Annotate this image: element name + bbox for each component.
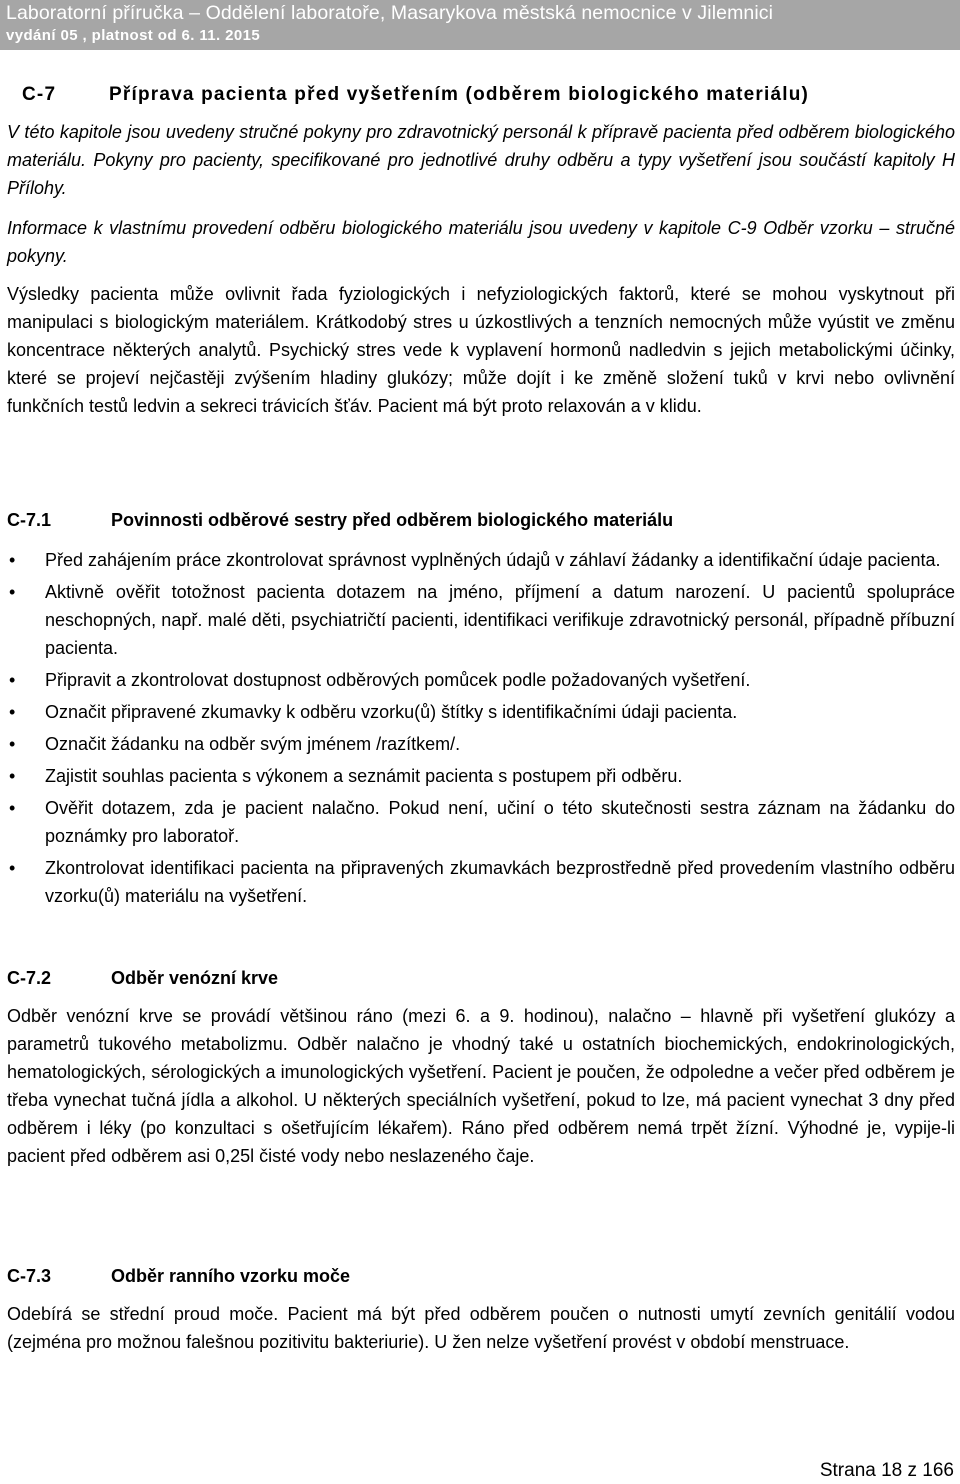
list-item-text: Zkontrolovat identifikaci pacienta na připravených zkumavkách bezprostředně před provedením vlastního odběru vzorku(ů) materiálu na vyšetření. [45,858,955,906]
bullet-icon: • [9,766,16,786]
section-c72-paragraph: Odběr venózní krve se provádí většinou ráno (mezi 6. a 9. hodinou), nalačno – hlavně při vyšetření glukózy a parametrů tukového metabolizmu. Odběr nalačno je vhodný také u ostatních biochemických, endokrinologických, hematologických, sérologických a imunologických vyšetření. Pacient je poučen, že odpoledne a večer před odběrem je třeba vynechat tučná jídla a alkohol. U některých speciálních vyšetření, pokud to lze, má pacient vynechat 3 dny před odběrem i léky (po konzultaci s ošetřujícím lékařem). Ráno před odběrem nemá trpět žízní. Výhodné je, vypije-li pacient před odběrem asi 0,25l čisté vody nebo neslazeného čaje. [7,1006,955,1166]
bullet-icon: • [9,550,16,570]
section-number: C-7.1 [7,510,52,530]
list-item-text: Ověřit dotazem, zda je pacient nalačno. Pokud není, učiní o této skutečnosti sestra záznam na žádanku do poznámky pro laboratoř. [45,798,955,846]
list-item-text: Připravit a zkontrolovat dostupnost odběrových pomůcek podle požadovaných vyšetření. [45,670,751,690]
section-title: Povinnosti odběrové sestry před odběrem biologického materiálu [111,510,674,530]
list-item-text: Zajistit souhlas pacienta s výkonem a seznámit pacienta s postupem při odběru. [45,766,683,786]
intro-paragraph-2: Informace k vlastnímu provedení odběru biologického materiálu jsou uvedeny v kapitole C-9 Odběr vzorku – stručné pokyny. [7,218,955,266]
bullet-icon: • [9,734,16,754]
duties-list [7,546,955,914]
bullet-icon: • [9,702,16,722]
list-item [7,794,955,850]
list-item [7,578,955,662]
header-title: Laboratorní příručka – Oddělení laboratoře, Masarykova městská nemocnice v Jilemnici [6,2,774,24]
bullet-icon: • [9,582,16,602]
document-header [0,0,960,50]
section-title: Odběr ranního vzorku moče [111,1266,351,1286]
intro-paragraph-1: V této kapitole jsou uvedeny stručné pokyny pro zdravotnický personál k přípravě pacienta před odběrem biologického materiálu. Pokyny pro pacienty, specifikované pro jednotlivé druhy odběru a typy vyšetření jsou součástí kapitoly H Přílohy. [7,122,955,198]
header-edition: vydání 05 , platnost od 6. 11. 2015 [6,27,261,44]
bullet-icon: • [9,670,16,690]
intro-paragraph-3: Výsledky pacienta může ovlivnit řada fyziologických i nefyziologických faktorů, které se mohou vyskytnout při manipulaci s biologickým materiálem. Krátkodobý stres u úzkostlivých a tenzních nemocných může vyústit ve změnu koncentrace některých analytů. Psychický stres vede k vyplavení hormonů nadledvin s jejich metabolickými účinky, které se projeví nejčastěji zvýšením hladiny glukózy; může dojít i ke změně složení tuků v krvi nebo ovlivnění funkčních testů ledvin a sekreci trávicích šťáv. Pacient má být proto relaxován a v klidu. [7,284,955,416]
list-item [7,730,955,758]
chapter-number: C-7 [22,84,57,105]
list-item-text: Před zahájením práce zkontrolovat správnost vyplněných údajů v záhlaví žádanky a identifikační údaje pacienta. [45,550,941,570]
page-number: Strana 18 z 166 [819,1460,954,1481]
list-item [7,546,955,574]
list-item-text: Označit připravené zkumavky k odběru vzorku(ů) štítky s identifikačními údaji pacienta. [45,702,738,722]
list-item-text: Označit žádanku na odběr svým jménem /razítkem/. [45,734,461,754]
list-item [7,698,955,726]
section-number: C-7.2 [7,968,52,988]
chapter-title: Příprava pacienta před vyšetřením (odběrem biologického materiálu) [109,84,810,105]
section-c73-paragraph: Odebírá se střední proud moče. Pacient má být před odběrem poučen o nutnosti umytí zevních genitálií vodou (zejména pro možnou falešnou pozitivitu bakteriurie). U žen nelze vyšetření provést v období menstruace. [7,1304,955,1352]
list-item [7,762,955,790]
bullet-icon: • [9,858,16,878]
section-number: C-7.3 [7,1266,52,1286]
list-item [7,854,955,910]
list-item [7,666,955,694]
bullet-icon: • [9,798,16,818]
section-title: Odběr venózní krve [111,968,279,988]
list-item-text: Aktivně ověřit totožnost pacienta dotazem na jméno, příjmení a datum narození. U pacientů spolupráce neschopných, např. malé děti, psychiatričtí pacienti, identifikaci verifikuje zdravotnický personál, případně příbuzní pacienta. [45,582,955,658]
